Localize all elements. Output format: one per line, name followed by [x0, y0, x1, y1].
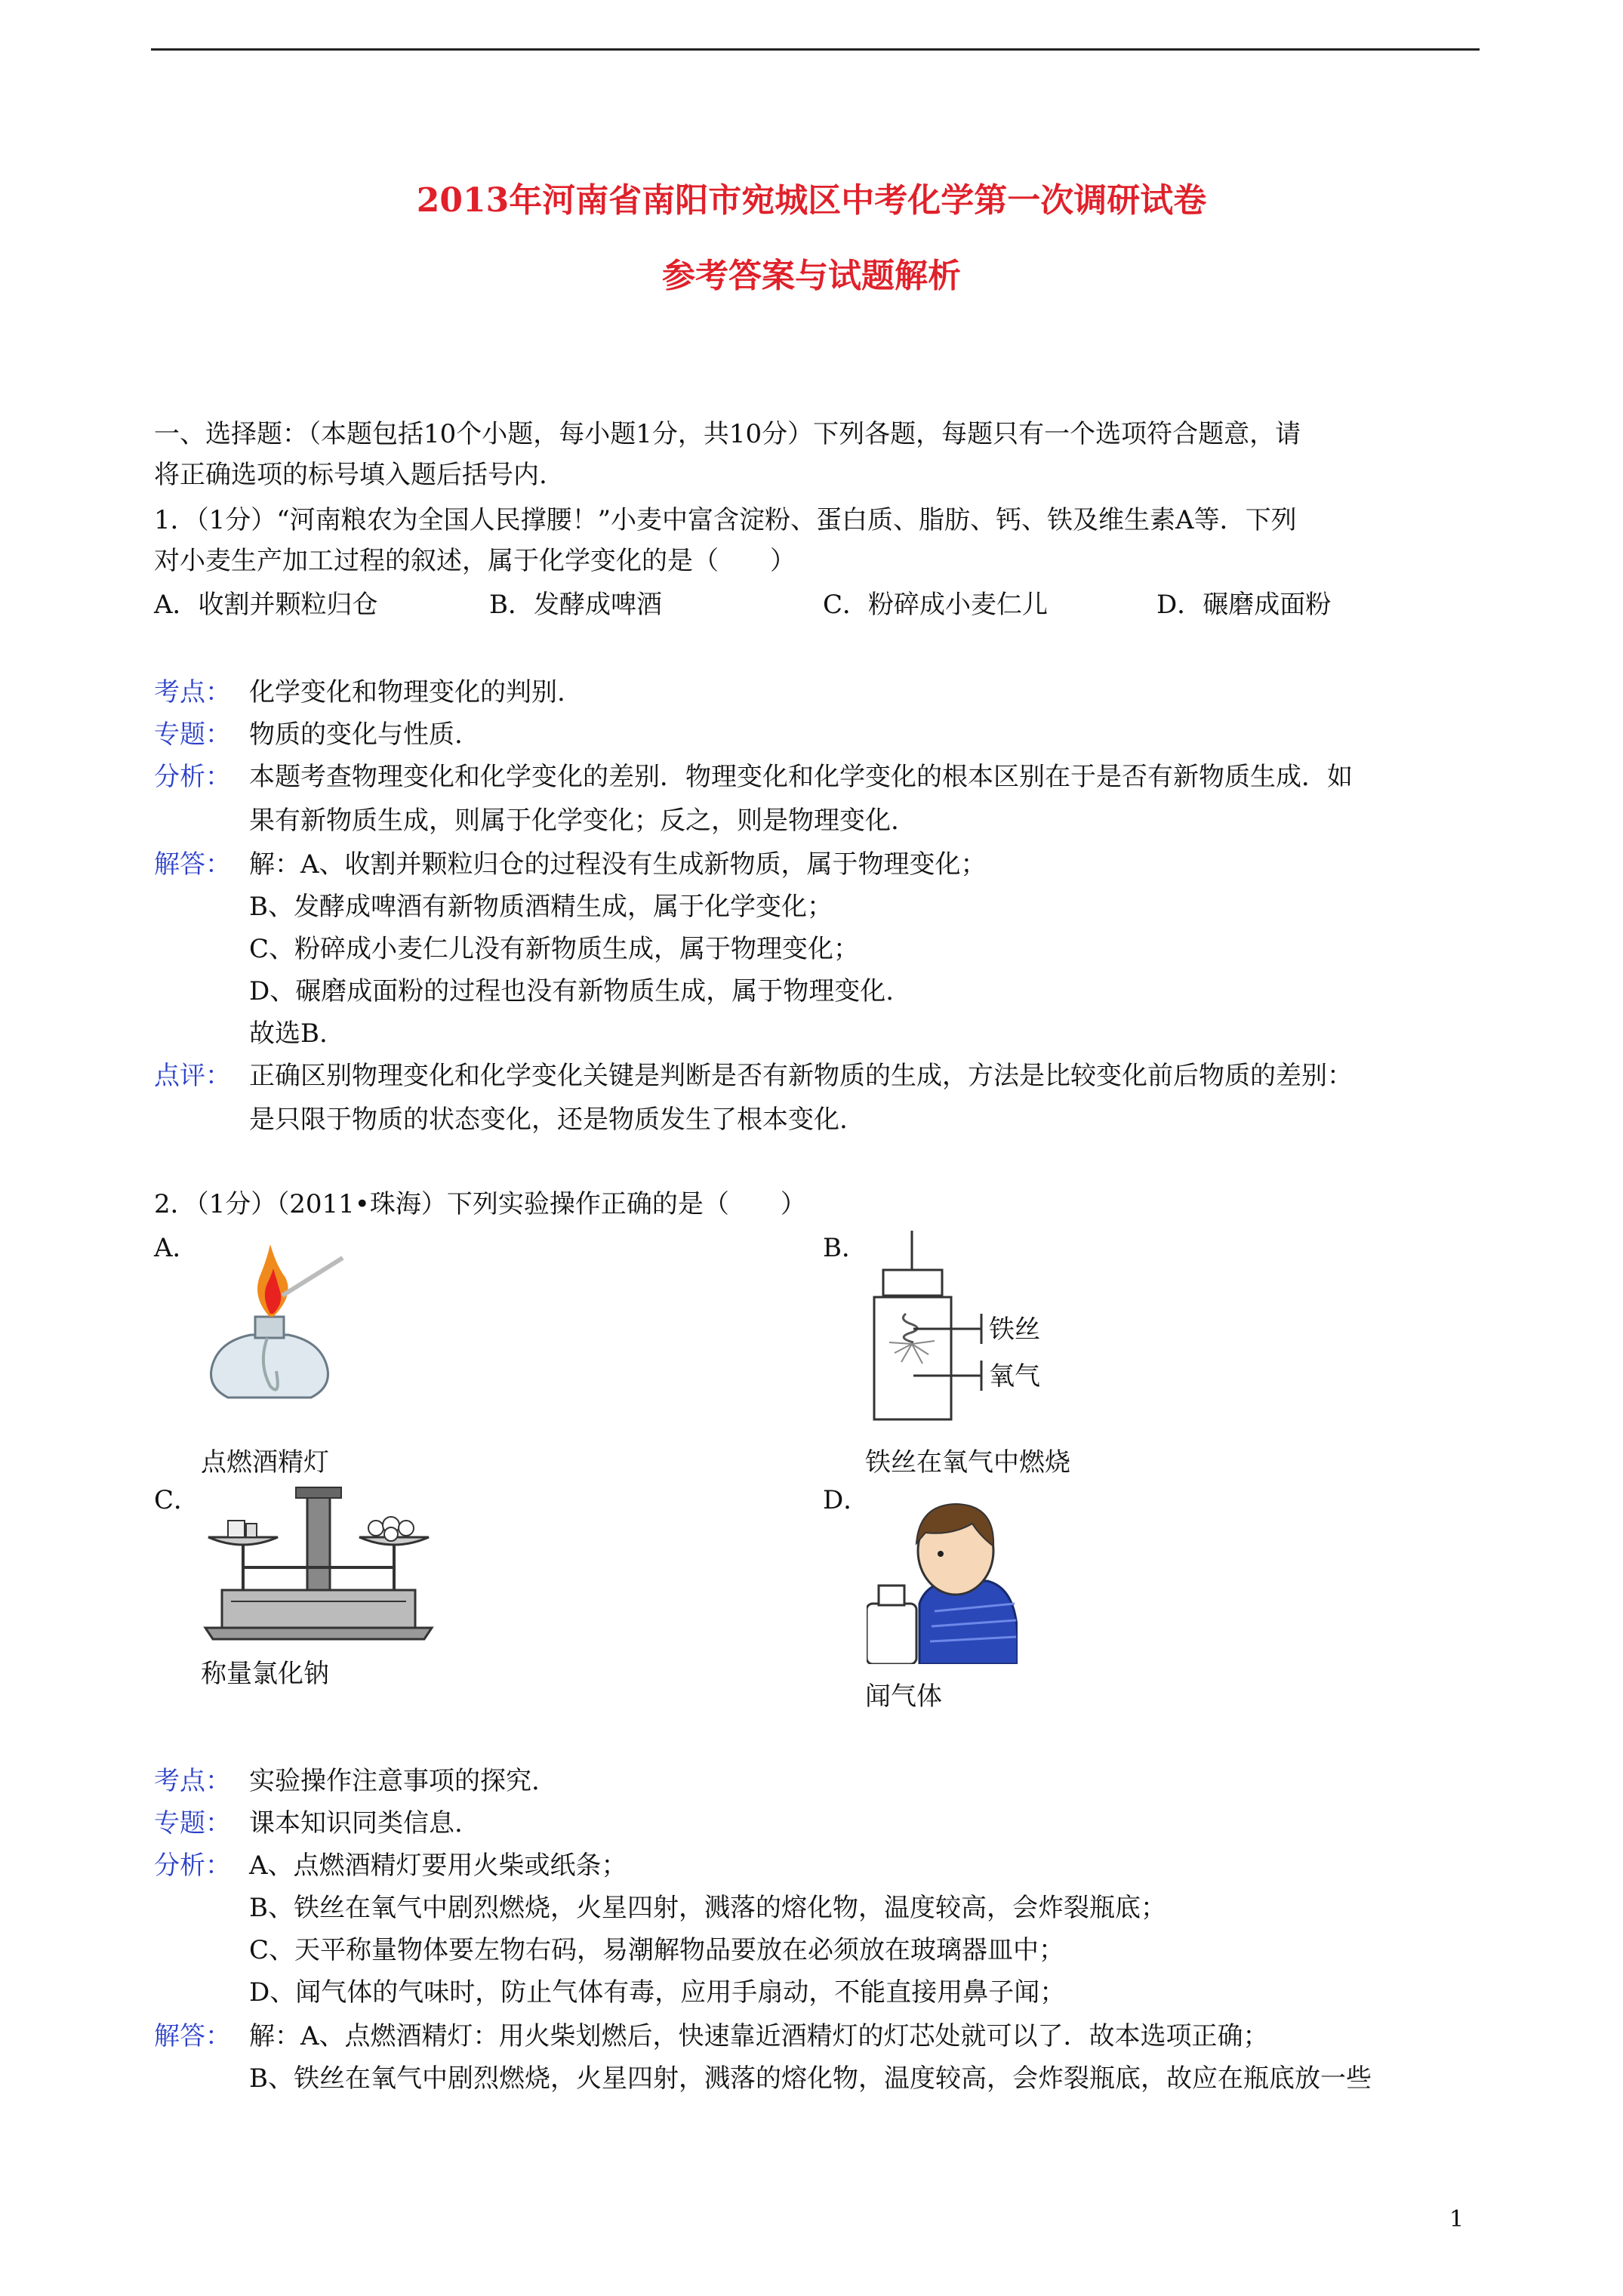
- header-rule: [151, 48, 1480, 51]
- page-subtitle: 参考答案与试题解析: [662, 257, 961, 295]
- q1-option-c: C．粉碎成小麦仁儿: [823, 590, 1049, 620]
- section-instruction-line2: 将正确选项的标号填入题后括号内.: [154, 460, 547, 490]
- q2-caption-a: 点燃酒精灯: [201, 1447, 329, 1478]
- q2-fenxi-line1: A、点燃酒精灯要用火柴或纸条；: [249, 1851, 627, 1881]
- wire-label: 铁丝: [989, 1315, 1040, 1344]
- q2-zhuanti: 课本知识同类信息.: [249, 1808, 463, 1838]
- q1-jieda-line1: 解：A、收割并颗粒归仓的过程没有生成新物质，属于物理变化；: [249, 849, 987, 880]
- q1-jieda-line4: D、碾磨成面粉的过程也没有新物质生成，属于物理变化.: [249, 976, 895, 1006]
- q2-stem: 2．（1分）（2011•珠海）下列实验操作正确的是（ ）: [154, 1189, 806, 1219]
- q2-jieda-line1: 解：A、点燃酒精灯：用火柴划燃后，快速靠近酒精灯的灯芯处就可以了．故本选项正确；: [249, 2021, 1269, 2051]
- q2-kaodian: 实验操作注意事项的探究.: [249, 1766, 540, 1796]
- q1-option-d: D．碾磨成面粉: [1156, 590, 1332, 620]
- q2-option-b: B．: [823, 1233, 867, 1263]
- q1-dianping-line2: 是只限于物质的状态变化，还是物质发生了根本变化.: [249, 1105, 848, 1135]
- q2-caption-b: 铁丝在氧气中燃烧: [865, 1447, 1070, 1478]
- q1-zhuanti: 物质的变化与性质.: [249, 720, 463, 750]
- q2-label-jieda: 解答：: [154, 2021, 231, 2051]
- q1-stem-line2: 对小麦生产加工过程的叙述，属于化学变化的是（ ）: [154, 546, 796, 576]
- balance-scale-image: [198, 1484, 439, 1643]
- q1-option-b: B．发酵成啤酒: [489, 590, 662, 620]
- q2-jieda-line2: B、铁丝在氧气中剧烈燃烧，火星四射，溅落的熔化物，温度较高，会炸裂瓶底，故应在瓶底放一些: [249, 2063, 1372, 2094]
- q2-label-zhuanti: 专题：: [154, 1808, 231, 1838]
- q1-fenxi-line2: 果有新物质生成，则属于化学变化；反之，则是物理变化.: [249, 806, 899, 836]
- q1-option-a: A．收割并颗粒归仓: [154, 590, 378, 620]
- q2-fenxi-line2: B、铁丝在氧气中剧烈燃烧，火星四射，溅落的熔化物，温度较高，会炸裂瓶底；: [249, 1893, 1166, 1923]
- q2-option-c: C．: [154, 1485, 200, 1515]
- q2-label-fenxi: 分析：: [154, 1851, 231, 1881]
- q1-stem-line1: 1．（1分）“河南粮农为全国人民撑腰！”小麦中富含淀粉、蛋白质、脂肪、钙、铁及维生素A等．下列: [154, 505, 1297, 535]
- q1-label-zhuanti: 专题：: [154, 720, 231, 750]
- q2-fenxi-line4: D、闻气体的气味时，防止气体有毒，应用手扇动，不能直接用鼻子闻；: [249, 1977, 1066, 2008]
- page-title: 2013年河南省南阳市宛城区中考化学第一次调研试卷: [416, 181, 1207, 220]
- q1-dianping-line1: 正确区别物理变化和化学变化关键是判断是否有新物质的生成，方法是比较变化前后物质的差别：: [249, 1061, 1353, 1091]
- q1-jieda-line2: B、发酵成啤酒有新物质酒精生成，属于化学变化；: [249, 892, 833, 922]
- q2-option-d: D．: [823, 1485, 870, 1515]
- q2-label-kaodian: 考点：: [154, 1766, 231, 1796]
- page-number: 1: [1449, 2206, 1464, 2233]
- alcohol-lamp-image: [198, 1235, 349, 1416]
- q1-jieda-line3: C、粉碎成小麦仁儿没有新物质生成，属于物理变化；: [249, 934, 860, 964]
- q2-fenxi-line3: C、天平称量物体要左物右码，易潮解物品要放在必须放在玻璃器皿中；: [249, 1935, 1065, 1965]
- section-instruction-line1: 一、选择题：（本题包括10个小题，每小题1分，共10分）下列各题，每题只有一个选项符合题意，请: [154, 419, 1301, 449]
- q2-caption-d: 闻气体: [865, 1681, 942, 1712]
- q2-option-a: A．: [154, 1233, 199, 1263]
- q1-label-jieda: 解答：: [154, 849, 231, 880]
- q2-caption-c: 称量氯化钠: [201, 1659, 329, 1689]
- q1-kaodian: 化学变化和物理变化的判别.: [249, 677, 565, 707]
- q1-label-fenxi: 分析：: [154, 762, 231, 792]
- q1-label-kaodian: 考点：: [154, 677, 231, 707]
- smelling-gas-image: [867, 1490, 1018, 1664]
- q1-label-dianping: 点评：: [154, 1061, 231, 1091]
- oxygen-label: 氧气: [989, 1362, 1040, 1391]
- iron-wire-oxygen-image: [853, 1231, 1079, 1427]
- q1-jieda-line5: 故选B.: [249, 1019, 328, 1049]
- q1-fenxi-line1: 本题考查物理变化和化学变化的差别．物理变化和化学变化的根本区别在于是否有新物质生成．如: [249, 762, 1353, 792]
